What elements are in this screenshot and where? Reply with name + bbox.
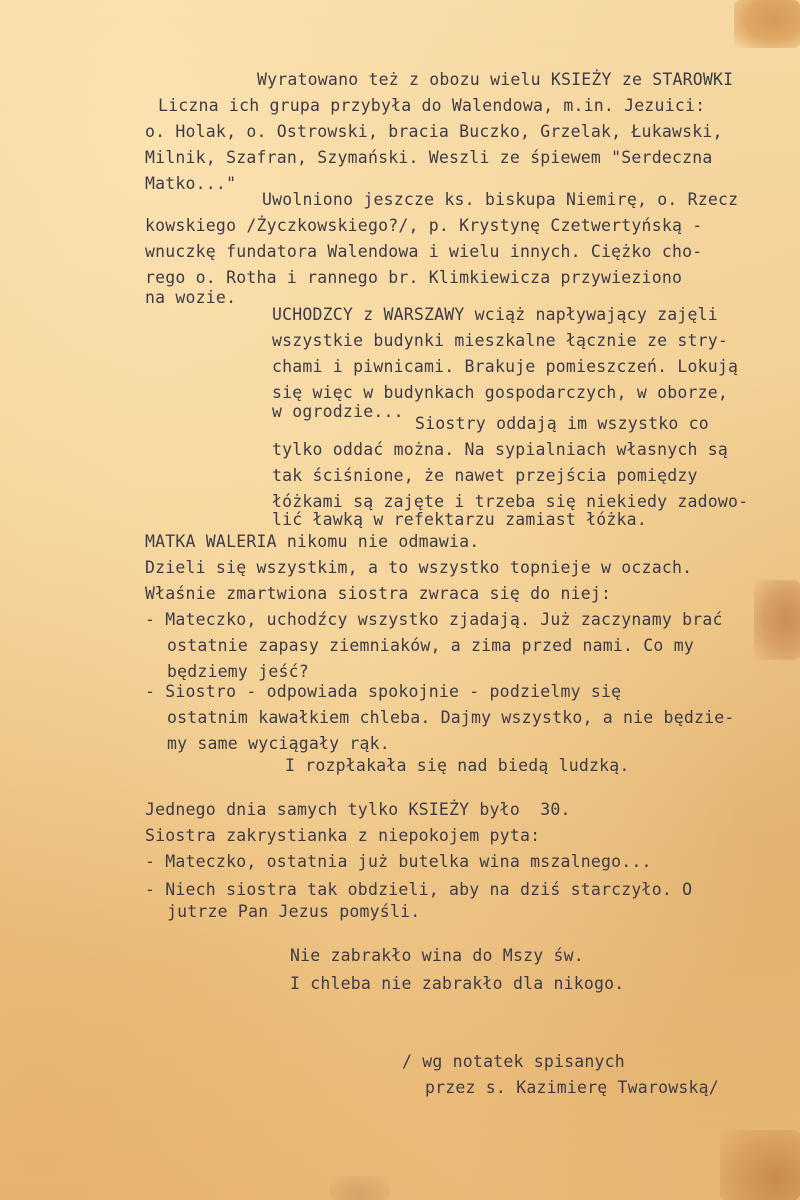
text-line: Nie zabrakło wina do Mszy św. [290, 946, 584, 965]
text-line: Siostra zakrystianka z niepokojem pyta: [145, 826, 541, 845]
text-line: przez s. Kazimierę Twarowską/ [425, 1078, 719, 1097]
text-line: - Mateczko, uchodźcy wszystko zjadają. Już zaczynamy brać [145, 610, 723, 629]
text-line: ostatnim kawałkiem chleba. Dajmy wszystko, a nie będzie- [167, 708, 735, 727]
text-line: Jednego dnia samych tylko KSIEŻY było 30. [145, 800, 571, 819]
text-line: - Siostro - odpowiada spokojnie - podzielmy się [145, 682, 622, 701]
text-line: tak ściśnione, że nawet przejścia pomiędzy [272, 466, 698, 485]
text-line: I chleba nie zabrakło dla nikogo. [290, 974, 625, 993]
text-line: tylko oddać można. Na sypialniach własnych są [272, 440, 729, 459]
text-line: - Mateczko, ostatnia już butelka wina mszalnego... [145, 852, 652, 871]
text-line: wszystkie budynki mieszkalne łącznie ze stry- [272, 331, 729, 350]
paper-stain [330, 1176, 390, 1200]
text-line: będziemy jeść? [167, 662, 309, 681]
text-line: łóżkami są zajęte i trzeba się niekiedy zadowo- [272, 492, 749, 511]
text-line: / wg notatek spisanych [402, 1052, 625, 1071]
text-line: Wyratowano też z obozu wielu KSIEŻY ze STAROWKI [257, 70, 734, 89]
paper-stain [754, 580, 800, 660]
text-line: Milnik, Szafran, Szymański. Weszli ze śpiewem "Serdeczna [145, 148, 713, 167]
text-line: UCHODZCY z WARSZAWY wciąż napływający zajęli [272, 305, 718, 324]
text-line: Dzieli się wszystkim, a to wszystko topnieje w oczach. [145, 558, 693, 577]
text-line: Siostry oddają im wszystko co [415, 414, 709, 433]
text-line: o. Holak, o. Ostrowski, bracia Buczko, Grzelak, Łukawski, [145, 122, 723, 141]
text-line: Uwolniono jeszcze ks. biskupa Niemirę, o. Rzecz [262, 190, 739, 209]
text-line: Liczna ich grupa przybyła do Walendowa, m.in. Jezuici: [158, 96, 706, 115]
text-line: ostatnie zapasy ziemniaków, a zima przed nami. Co my [167, 636, 694, 655]
text-line: - Niech siostra tak obdzieli, aby na dziś starczyło. O [145, 880, 693, 899]
text-line: chami i piwnicami. Brakuje pomieszczeń. Lokują [272, 357, 739, 376]
text-line: I rozpłakała się nad biedą ludzką. [285, 756, 630, 775]
text-line: jutrze Pan Jezus pomyśli. [167, 902, 421, 921]
text-line: się więc w budynkach gospodarczych, w oborze, [272, 383, 729, 402]
text-line: my same wyciągały rąk. [167, 734, 390, 753]
text-line: kowskiego /Życzkowskiego?/, p. Krystynę Czetwertyńską - [145, 216, 703, 235]
text-line: Właśnie zmartwiona siostra zwraca się do niej: [145, 584, 612, 603]
text-line: lić ławką w refektarzu zamiast łóżka. [272, 510, 647, 529]
text-line: rego o. Rotha i rannego br. Klimkiewicza przywieziono [145, 268, 683, 287]
text-line: MATKA WALERIA nikomu nie odmawia. [145, 532, 480, 551]
text-line: Matko..." [145, 174, 237, 193]
text-line: wnuczkę fundatora Walendowa i wielu innych. Ciężko cho- [145, 242, 703, 261]
paper-stain [734, 0, 800, 48]
text-line: w ogrodzie... [272, 402, 404, 421]
paper-stain [720, 1130, 800, 1200]
text-line: na wozie. [145, 288, 237, 307]
